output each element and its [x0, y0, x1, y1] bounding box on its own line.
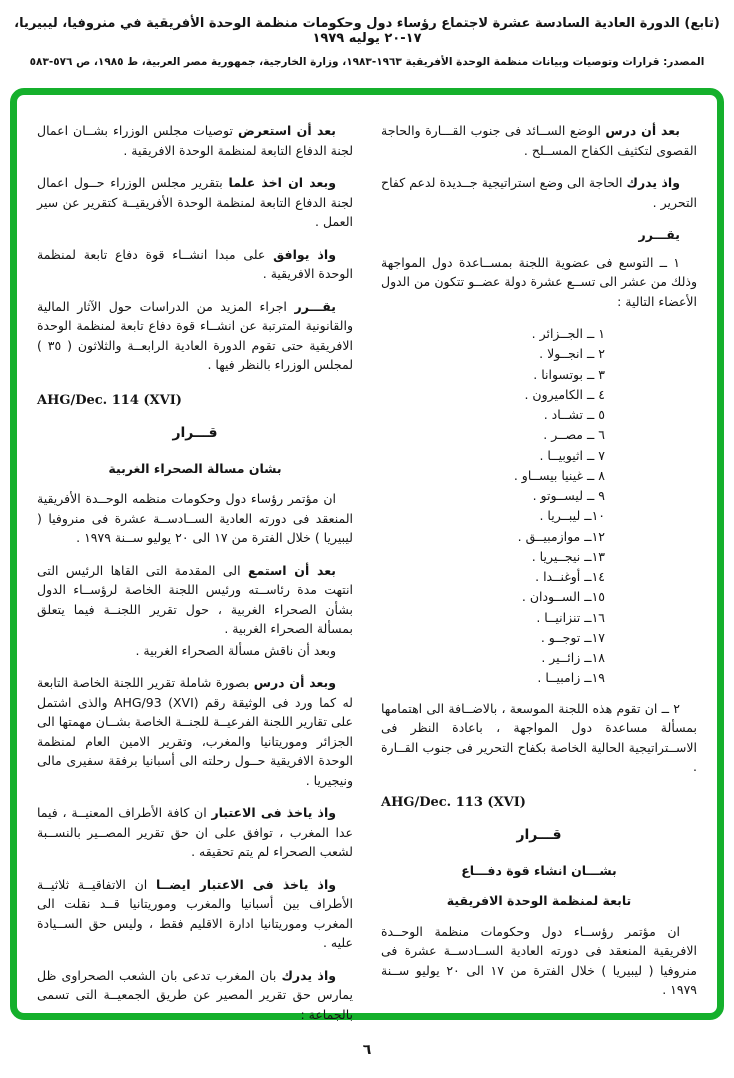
document-reference: AHG/Dec. 113 (XVI): [381, 794, 526, 810]
member-state: ١٧ــ توجــو .: [540, 629, 605, 645]
member-state: ٧ ــ اثيوبيــا .: [539, 447, 605, 463]
resolution-preamble: [37, 245, 353, 284]
preamble-lead: وبعد أن درس: [253, 675, 336, 691]
operative-text: اجراء المزيد من الدراسات حول الآثار المالية والقانونية المترتبة عن انشــاء قوة دفاع تابعة لمنظمة الوحدة الافريقية حتى تقوم الدورة العادية الرابعــة والثلاثون ( ٣٥ ) لمجلس الوزراء بالنظر فيها .: [37, 298, 353, 372]
header-session-line: (تابع) الدورة العادية السادسة عشرة لاجتماع رؤساء دول وحكومات منظمة الوحدة الأفريقية في منروفيا، ليبيريا، ١٧-٢٠ يوليه ١٩٧٩: [14, 16, 720, 46]
preamble-text: على مبدا انشــاء قوة دفاع تابعة لمنظمة الوحدة الافريقية .: [37, 246, 353, 281]
member-state: ١٤ــ أوغنــدا .: [535, 569, 605, 584]
resolution-clause: ٢ ــ ان تقوم هذه اللجنة الموسعة ، بالاضــافة الى اهتمامها بمسألة مساعدة دول المواجهة ، باعادة النظر فى الاســتراتيجية الحالية الخاصة بكفاح التحرير فى جنوب القــارة .: [381, 700, 697, 774]
preamble-text: الى المقدمة التى القاها الرئيس التى انتهت مدة رئاســته ورئيس اللجنة الخاصة لرؤســاء الدول بشأن الصحراء الغربية ، حول تقرير اللجنــة فيما يتعلق بمسألة الصحراء الغربية .: [37, 562, 353, 637]
page-number: ٦: [362, 1042, 372, 1058]
preamble-lead: واذ يوافق: [273, 246, 336, 262]
preamble-text: ان كافة الأطراف المعنيــة ، فيما عدا المغرب ، توافق على ان حق تقرير المصــير بالنســبة لشعب الصحراء لم يتم تحقيقه .: [37, 805, 353, 860]
preamble-lead: بعد أن درس: [605, 123, 680, 138]
page-header: [0, 16, 734, 68]
resolution-preamble: [37, 966, 353, 1025]
preamble-lead: واذ ياخذ فى الاعتبار: [211, 805, 337, 821]
member-state: ٦ ــ مصــر .: [543, 427, 605, 443]
member-state: ١٩ــ زامبيــا .: [537, 670, 605, 686]
member-state: ٨ ــ غينيا بيســاو .: [513, 467, 605, 483]
resolution-preamble: [37, 173, 353, 232]
preamble-text: الحاجة الى وضع استراتيجية جــديدة لدعم كفاح التحرير .: [381, 175, 697, 210]
member-state: ٥ ــ تشــاد .: [543, 407, 605, 422]
green-border-frame: [10, 88, 724, 1020]
header-source-line: المصدر: قرارات وتوصيات وبيانات منظمة الوحدة الأفريقية ١٩٦٣-١٩٨٣، وزارة الخارجية، جمهورية مصر العربية، ط ١٩٨٥، ص ٥٧٦-٥٨٣: [29, 56, 705, 68]
decision-subject: بشان مسالة الصحراء الغربية: [108, 460, 282, 476]
resolution-operative: [37, 297, 353, 375]
resolution-preamble: وبعد أن ناقش مسألة الصحراء الغربية .: [135, 642, 336, 658]
preamble-text: بتقرير مجلس الوزراء حــول اعمال لجنة الدفاع التابعة لمنظمة الوحدة الأفريقيــة كتقرير عن سير العمل .: [37, 175, 353, 229]
resolution-opening: ان مؤتمر رؤســاء دول وحكومات منظمة الوحــدة الافريقية المنعقد فى دورته العادية الســادســة عشرة فى منروفيا ( ليبيريا ) خلال الفترة من ١٧ الى ٢٠ يوليو ســنة ١٩٧٩ .: [381, 923, 697, 998]
preamble-text: توصيات مجلس الوزراء بشــان اعمال لجنة الدفاع التابعة لمنظمة الوحدة الافريقية .: [37, 123, 353, 158]
preamble-lead: بعد أن استمع: [247, 562, 336, 578]
resolution-preamble: [381, 121, 697, 160]
decision-heading: قـــرار: [172, 424, 218, 441]
decision-subject: تابعة لمنظمة الوحدة الافريقية: [446, 893, 632, 909]
resolution-preamble: [37, 803, 353, 862]
preamble-lead: واذ يدرك: [281, 967, 337, 983]
document-reference: AHG/Dec. 114 (XVI): [37, 392, 182, 408]
preamble-lead: واذ ياخذ فى الاعتبار ايضــا: [155, 876, 336, 892]
decides-label: يقـــرر: [638, 227, 680, 242]
member-state: ٤ ــ الكاميرون .: [524, 386, 605, 402]
member-state: ١٢ــ موازمبيــق .: [517, 528, 605, 544]
resolution-preamble: [37, 561, 353, 639]
left-column: [37, 121, 353, 1022]
two-column-text: [37, 121, 697, 1022]
preamble-text: بصورة شاملة تقرير اللجنة الخاصة التابعة له كما ورد فى الوثيقة رقم AHG/93 (XVI) والذى اشتمل على تقارير اللجنة الفرعيــة للجنــة الخاصة بشــان مهمتها الى الجزائر وموريتانيا والمغرب، وتقرير الامين العام لمنظمة الوحدة الافريقية حــول رحلته الى أسبانيا برفقة سفيرى مالى ونيجيريا .: [37, 675, 353, 788]
preamble-text: ان الاتفاقيــة ثلاثيــة الأطراف بين أسبانيا والمغرب وموريتانيا قــد نقلت الى المغرب وموريتانيا ادارة الاقليم فقط ، وليس حق الســيادة عليه .: [37, 876, 353, 951]
resolution-clause: ١ ــ التوسع فى عضوية اللجنة بمســاعدة دول المواجهة وذلك من عشر الى تســع عشرة دولة عضــو تتكون من الدول الأعضاء التالية :: [381, 254, 697, 309]
member-state: ٣ ــ بوتسوانا .: [533, 366, 605, 382]
member-state: ٩ ــ ليســوتو .: [532, 488, 605, 503]
member-states-list: [381, 324, 697, 689]
member-state: ٢ ــ انجــولا .: [539, 346, 605, 362]
resolution-preamble: [37, 875, 353, 953]
resolution-preamble: [37, 121, 353, 160]
resolution-preamble: [381, 173, 697, 212]
decision-subject: بشـــان انشاء قوة دفـــاع: [461, 862, 617, 878]
preamble-text: بان المغرب تدعى بان الشعب الصحراوى ظل يمارس حق تقرير المصير عن طريق الجمعيــة التى تسمى بالجماعة :: [37, 967, 353, 1022]
resolution-preamble: [37, 673, 353, 790]
preamble-text: الوضع الســائد فى جنوب القـــارة والحاجة القصوى لتكثيف الكفاح المســلح .: [381, 123, 697, 158]
member-state: ١٥ــ الســودان .: [521, 589, 605, 605]
member-state: ١٦ــ تنزانيــا .: [536, 609, 605, 625]
right-column: [381, 121, 697, 999]
member-state: ١٣ــ نيجــيريا .: [531, 548, 605, 564]
decision-heading: قـــرار: [516, 826, 562, 843]
resolution-opening: ان مؤتمر رؤساء دول وحكومات منظمه الوحــدة الأفريقية المنعقد فى دورته العادية الســادســة عشرة فى منروفيا ( ليبيريا ) خلال الفترة من ١٧ الى ٢٠ يوليو ســنة ١٩٧٩ .: [37, 491, 353, 546]
preamble-lead: بعد أن استعرض: [237, 123, 336, 138]
preamble-lead: واذ يدرك: [626, 175, 680, 190]
operative-lead: يقـــرر: [294, 298, 336, 314]
member-state: ١٠ــ ليبــريا .: [539, 508, 605, 524]
preamble-lead: وبعد ان اخذ علما: [228, 175, 336, 190]
member-state: ١ ــ الجــزائر .: [531, 326, 605, 341]
member-state: ١٨ــ زائــير .: [541, 650, 605, 665]
